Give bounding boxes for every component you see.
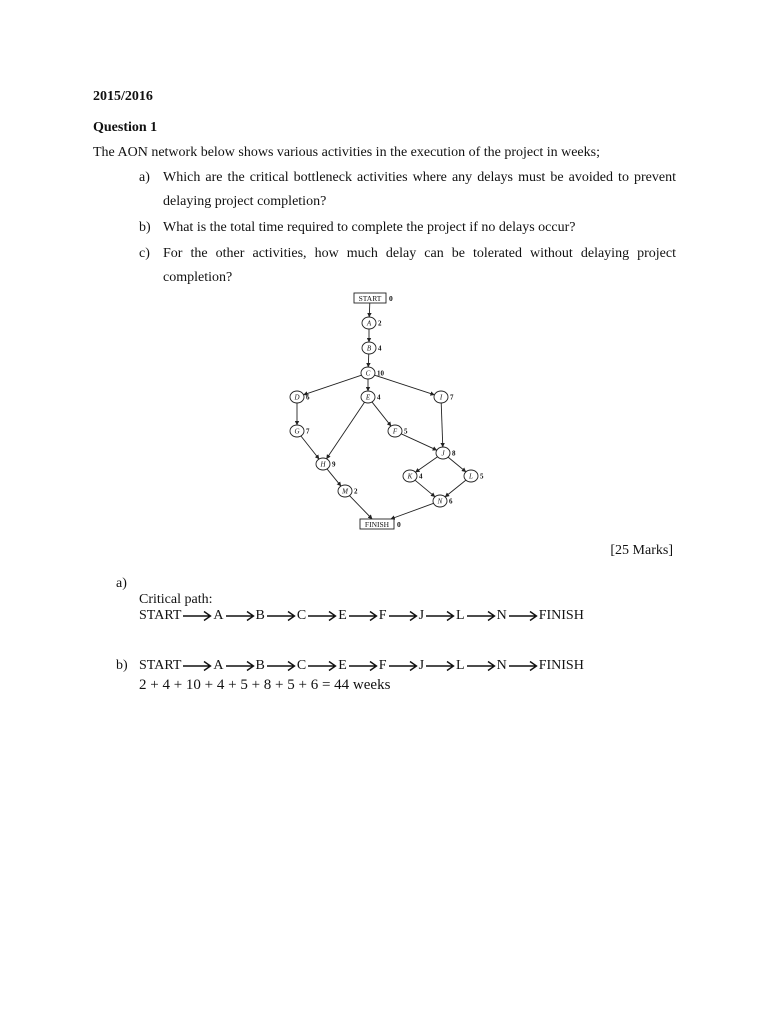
right-arrow-icon: [266, 610, 296, 622]
right-arrow-icon: [425, 610, 455, 622]
answer-a-letter: a): [116, 576, 127, 591]
network-node-duration: 5: [404, 427, 408, 436]
answer-b-path-node: B: [255, 658, 265, 673]
network-node-e: [361, 391, 381, 403]
network-node-h: [316, 458, 336, 470]
right-arrow-icon: [307, 610, 337, 622]
right-arrow-icon: [348, 610, 378, 622]
network-node-m: [338, 485, 358, 497]
network-node-duration: 4: [377, 393, 381, 402]
network-edge-H-M: [327, 469, 341, 486]
network-node-j: [436, 447, 456, 459]
critical-path-node: N: [496, 608, 507, 623]
answer-b-path-node: L: [456, 658, 465, 673]
critical-path-label: Critical path:: [139, 592, 213, 607]
network-node-duration: 9: [332, 460, 336, 469]
network-edge-C-D: [304, 375, 362, 395]
network-node-n: [433, 495, 453, 507]
question-text: Which are the critical bottleneck activities where any delays must be avoided to prevent delaying project completion?: [163, 170, 676, 209]
network-node-label: C: [365, 369, 371, 378]
critical-path-node: F: [378, 608, 387, 623]
right-arrow-icon: [466, 610, 496, 622]
critical-path-node: START: [139, 608, 182, 623]
network-node-d: [290, 391, 310, 403]
network-node-c: [361, 367, 385, 379]
network-node-label: D: [294, 393, 300, 402]
question-intro: The AON network below shows various activities in the execution of the project in weeks;: [93, 145, 600, 160]
network-edge-E-F: [372, 402, 391, 426]
right-arrow-icon: [508, 660, 538, 672]
duration-sum: 2 + 4 + 10 + 4 + 5 + 8 + 5 + 6 = 44 weeks: [139, 677, 391, 693]
question-item-b: [139, 216, 676, 240]
network-node-duration: 6: [306, 393, 310, 402]
network-edge-G-H: [301, 436, 319, 459]
critical-path-node: C: [296, 608, 307, 623]
right-arrow-icon: [225, 610, 255, 622]
critical-path-sequence: [139, 608, 584, 624]
critical-path-node: A: [213, 608, 224, 623]
right-arrow-icon: [182, 610, 212, 622]
answer-b-letter: b): [116, 658, 128, 673]
answer-b-path-node: N: [496, 658, 507, 673]
question-text: For the other activities, how much delay can be tolerated without delaying project completion?: [163, 246, 676, 285]
answer-b-path-node: C: [296, 658, 307, 673]
network-node-duration: 7: [306, 427, 310, 436]
question-list: [139, 166, 676, 292]
network-node-label: FINISH: [364, 520, 390, 529]
question-letter: a): [139, 170, 150, 185]
right-arrow-icon: [388, 610, 418, 622]
network-edge-C-I: [375, 375, 435, 395]
right-arrow-icon: [348, 660, 378, 672]
answer-b-path-node: START: [139, 658, 182, 673]
right-arrow-icon: [266, 660, 296, 672]
network-node-g: [290, 425, 310, 437]
network-node-label: L: [469, 472, 473, 481]
network-node-label: N: [437, 497, 443, 506]
network-edge-I-J: [441, 403, 443, 447]
critical-path-node: L: [456, 608, 465, 623]
network-edge-M-FINISH: [349, 496, 372, 519]
network-node-label: B: [366, 344, 372, 353]
network-edge-F-J: [401, 434, 437, 450]
network-node-duration: 8: [452, 449, 456, 458]
network-node-duration: 0: [397, 520, 401, 529]
answer-b-path-node: F: [378, 658, 387, 673]
network-edge-B-C: [368, 354, 369, 367]
network-node-duration: 7: [450, 393, 454, 402]
network-node-duration: 0: [389, 294, 393, 303]
right-arrow-icon: [225, 660, 255, 672]
critical-path-node: B: [255, 608, 265, 623]
critical-path-node: FINISH: [538, 608, 584, 623]
question-letter: c): [139, 246, 150, 261]
network-node-label: M: [342, 487, 348, 496]
critical-path-node: J: [418, 608, 425, 623]
right-arrow-icon: [508, 610, 538, 622]
network-node-i: [434, 391, 454, 403]
network-edge-L-N: [445, 480, 466, 497]
marks-label: [25 Marks]: [610, 543, 673, 558]
network-node-f: [388, 425, 408, 437]
network-edge-J-L: [448, 457, 466, 472]
network-node-label: I: [439, 393, 443, 402]
network-edge-START-A: [369, 303, 370, 317]
network-node-duration: 2: [354, 487, 358, 496]
network-node-duration: 5: [480, 472, 484, 481]
right-arrow-icon: [466, 660, 496, 672]
network-node-duration: 4: [419, 472, 423, 481]
network-node-duration: 10: [377, 369, 384, 378]
network-edge-E-H: [326, 402, 364, 459]
question-text: What is the total time required to complete the project if no delays occur?: [163, 220, 576, 235]
year-heading: 2015/2016: [93, 89, 153, 104]
right-arrow-icon: [425, 660, 455, 672]
answer-b-path-sequence: [139, 658, 584, 674]
answer-b-path-node: A: [213, 658, 224, 673]
question-item-a: [139, 166, 676, 214]
network-node-label: E: [365, 393, 371, 402]
network-node-duration: 4: [378, 344, 382, 353]
network-node-label: G: [294, 427, 300, 436]
answer-b-path-node: FINISH: [538, 658, 584, 673]
network-node-duration: 6: [449, 497, 453, 506]
right-arrow-icon: [182, 660, 212, 672]
network-node-label: F: [392, 427, 398, 436]
right-arrow-icon: [388, 660, 418, 672]
network-node-b: [362, 342, 382, 354]
question-item-c: [139, 242, 676, 290]
answer-b-path-node: E: [338, 658, 347, 673]
network-node-label: K: [407, 472, 413, 481]
network-node-a: [362, 317, 382, 329]
network-edge-J-K: [415, 457, 437, 472]
network-edge-N-FINISH: [391, 503, 434, 519]
network-node-label: J: [441, 449, 445, 458]
answer-b-path-node: J: [418, 658, 425, 673]
network-node-duration: 2: [378, 319, 382, 328]
question-title: Question 1: [93, 120, 158, 135]
aon-network-diagram: [270, 286, 500, 536]
network-node-k: [403, 470, 423, 482]
network-node-l: [464, 470, 484, 482]
network-node-finish: [360, 519, 401, 529]
network-node-label: START: [358, 294, 382, 303]
critical-path-node: E: [338, 608, 347, 623]
network-edge-K-N: [415, 480, 435, 497]
question-letter: b): [139, 220, 151, 235]
network-node-label: H: [320, 460, 326, 469]
network-node-label: A: [366, 319, 372, 328]
right-arrow-icon: [307, 660, 337, 672]
network-node-start: [354, 293, 393, 303]
